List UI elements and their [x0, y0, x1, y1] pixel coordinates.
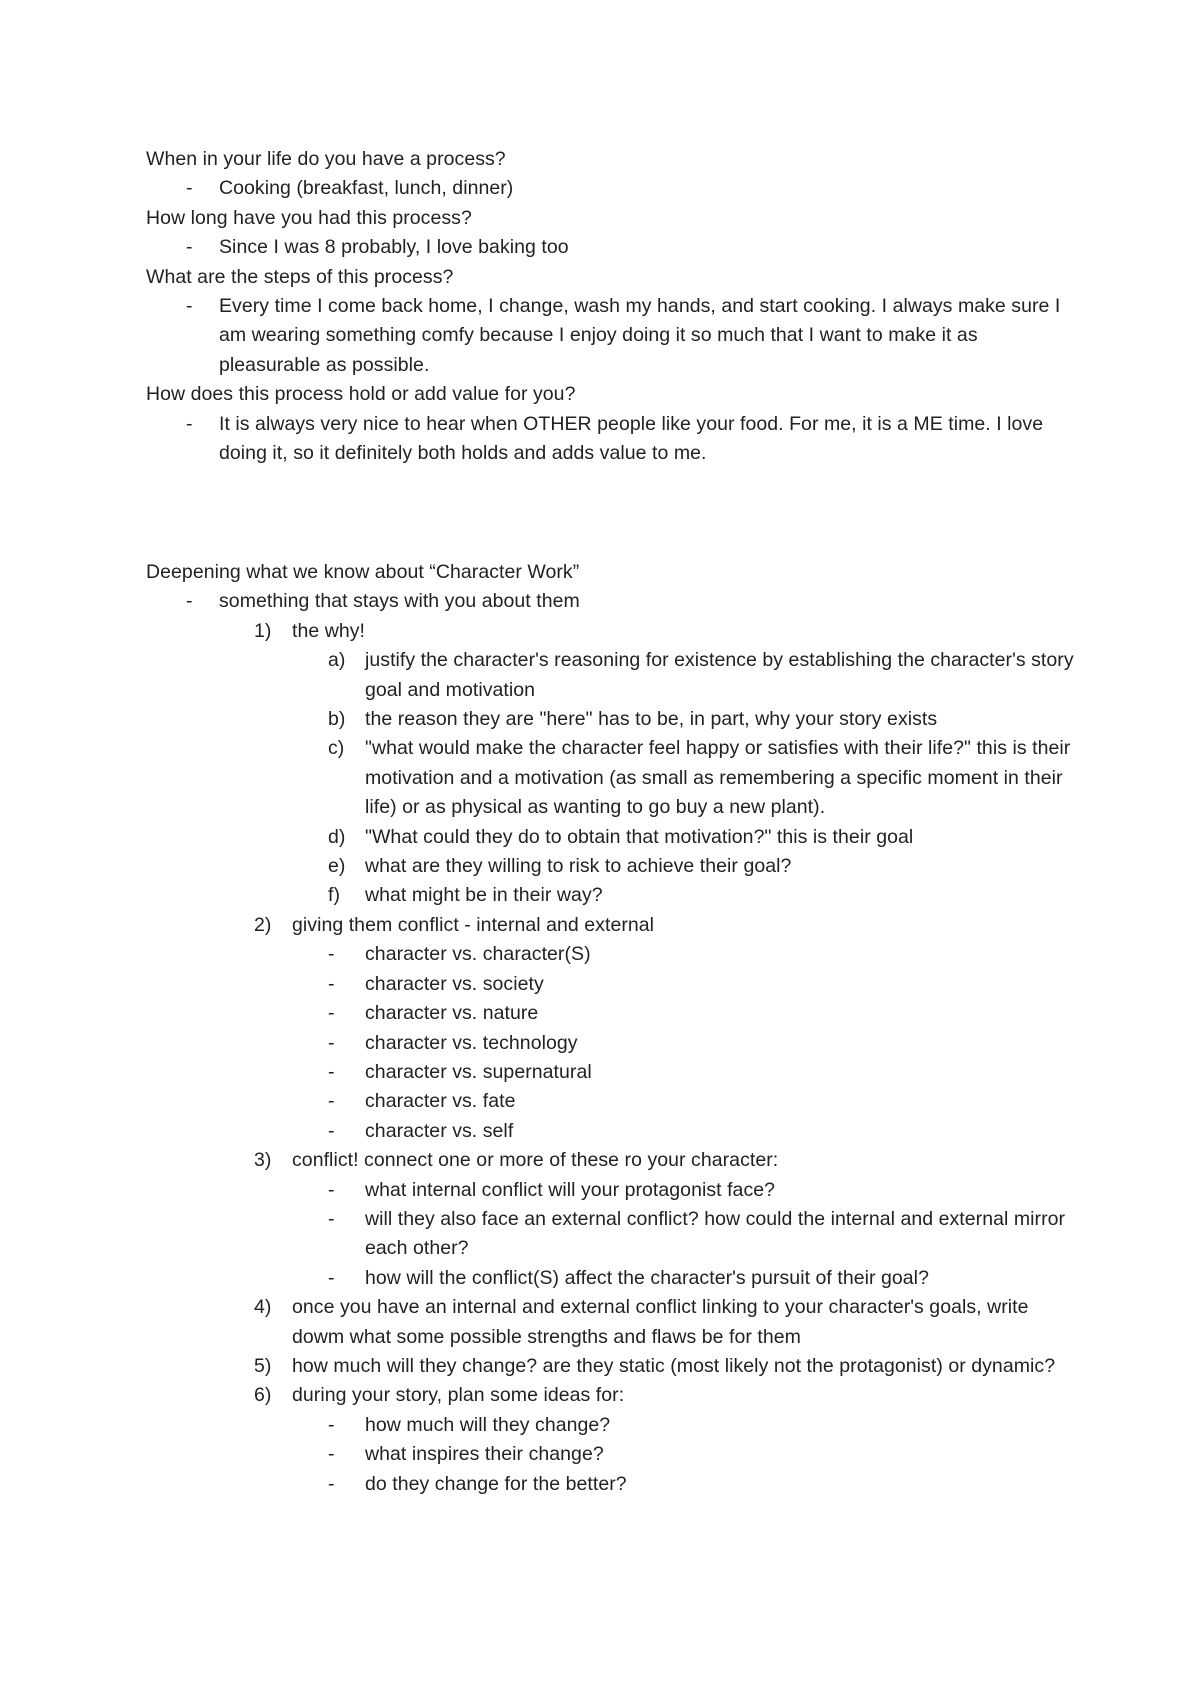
- subitem-marker: -: [328, 972, 335, 995]
- item-text: giving them conflict - internal and external: [292, 913, 655, 936]
- item-text: conflict! connect one or more of these ro your character:: [292, 1149, 779, 1172]
- subitem-text: character vs. self: [365, 1119, 514, 1142]
- subitem: [146, 1117, 1086, 1146]
- subitem-marker: e): [328, 855, 346, 878]
- subitem-marker: -: [328, 1472, 335, 1495]
- answer-2-text: Since I was 8 probably, I love baking too: [219, 236, 569, 259]
- subitem: [146, 823, 1086, 852]
- subitem-text: do they change for the better?: [365, 1472, 627, 1495]
- subitem: [146, 999, 1086, 1028]
- subitem-marker: -: [328, 1090, 335, 1113]
- subitem: [146, 1470, 1086, 1499]
- answer-3: [146, 292, 1086, 380]
- item-marker: 2): [254, 913, 272, 936]
- subitem-marker: -: [328, 1178, 335, 1201]
- subitem-text: what might be in their way?: [365, 884, 603, 907]
- subitem-text: justify the character's reasoning for existence by establishing the character's story goal and motivation: [365, 649, 1074, 701]
- item-marker: 5): [254, 1354, 272, 1377]
- answer-1: [146, 174, 1086, 203]
- subitem-text: will they also face an external conflict? how could the internal and external mirror each other?: [365, 1207, 1066, 1260]
- dash-marker: -: [186, 295, 193, 318]
- item-marker: 1): [254, 619, 272, 642]
- subitem-marker: -: [328, 1207, 335, 1230]
- subitem: [146, 852, 1086, 881]
- numbered-item-5: [146, 1352, 1086, 1381]
- subitem: [146, 1411, 1086, 1440]
- answer-3-text: Every time I come back home, I change, wash my hands, and start cooking. I always make sure I am wearing something comfy because I enjoy doing it so much that I want to make it as pleasurable as possible.: [219, 295, 1061, 376]
- dash-marker: -: [186, 590, 193, 613]
- subitem-marker: -: [328, 1031, 335, 1054]
- answer-1-text: Cooking (breakfast, lunch, dinner): [219, 177, 514, 200]
- item-text: once you have an internal and external conflict linking to your character's goals, write dowm what some possible strengths and flaws be for them: [292, 1296, 1029, 1348]
- numbered-item-2: [146, 911, 1086, 940]
- subitem: [146, 970, 1086, 999]
- subitem: [146, 1029, 1086, 1058]
- item-text: how much will they change? are they static (most likely not the protagonist) or dynamic?: [292, 1354, 1056, 1377]
- subitem-marker: -: [328, 1443, 335, 1466]
- subitem-text: "what would make the character feel happy or satisfies with their life?" this is their motivation and a motivation (as small as remembering a specific moment in their life) or as physical as wanting to go buy a new plant).: [365, 737, 1071, 819]
- subitem-text: character vs. technology: [365, 1031, 578, 1054]
- subitem-text: what inspires their change?: [365, 1443, 604, 1466]
- item-marker: 6): [254, 1384, 272, 1407]
- subitem: [146, 1087, 1086, 1116]
- numbered-item-1: [146, 617, 1086, 646]
- subitem: [146, 1205, 1086, 1264]
- subitem: [146, 881, 1086, 910]
- subitem-text: what are they willing to risk to achieve their goal?: [365, 855, 792, 878]
- section-heading: Deepening what we know about “Character Work”: [146, 561, 580, 583]
- subitem-text: character vs. fate: [365, 1090, 516, 1113]
- subitem-marker: d): [328, 825, 346, 848]
- subitem: [146, 705, 1086, 734]
- answer-2: [146, 233, 1086, 262]
- subitem: [146, 646, 1086, 705]
- section-bullet-text: something that stays with you about them: [219, 590, 580, 613]
- question-1: When in your life do you have a process?: [146, 148, 506, 170]
- subitem-text: how will the conflict(S) affect the character's pursuit of their goal?: [365, 1266, 929, 1289]
- numbered-item-6: [146, 1381, 1086, 1410]
- subitem-marker: b): [328, 708, 346, 731]
- item-marker: 3): [254, 1149, 272, 1172]
- subitem: [146, 1264, 1086, 1293]
- subitem-text: character vs. society: [365, 972, 544, 995]
- subitem-marker: -: [328, 1002, 335, 1025]
- item-text: during your story, plan some ideas for:: [292, 1384, 625, 1407]
- subitem-marker: -: [328, 1119, 335, 1142]
- question-4: How does this process hold or add value for you?: [146, 383, 576, 406]
- question-2: How long have you had this process?: [146, 206, 472, 229]
- subitem-marker: -: [328, 1413, 335, 1436]
- dash-marker: -: [186, 177, 193, 200]
- subitem: [146, 1176, 1086, 1205]
- subitem-marker: f): [328, 884, 341, 907]
- answer-4: [146, 410, 1086, 469]
- subitem-text: what internal conflict will your protagonist face?: [365, 1178, 776, 1201]
- subitem-text: character vs. character(S): [365, 943, 591, 966]
- subitem-text: character vs. nature: [365, 1002, 539, 1025]
- process-questions-section: [146, 145, 1086, 468]
- dash-marker: -: [186, 236, 193, 259]
- subitem-text: character vs. supernatural: [365, 1060, 592, 1083]
- subitem-marker: -: [328, 943, 335, 966]
- question-3: What are the steps of this process?: [146, 265, 454, 288]
- answer-4-text: It is always very nice to hear when OTHER people like your food. For me, it is a ME time. I love doing it, so it definitely both holds and adds value to me.: [219, 412, 1044, 465]
- dash-marker: -: [186, 412, 193, 435]
- item-text: the why!: [292, 619, 366, 642]
- numbered-item-3: [146, 1146, 1086, 1175]
- subitem: [146, 940, 1086, 969]
- subitem-text: "What could they do to obtain that motivation?" this is their goal: [365, 825, 914, 848]
- subitem-marker: -: [328, 1060, 335, 1083]
- subitem: [146, 1058, 1086, 1087]
- subitem-marker: -: [328, 1266, 335, 1289]
- subitem-marker: c): [328, 737, 345, 760]
- numbered-item-4: [146, 1293, 1086, 1352]
- subitem-marker: a): [328, 649, 346, 672]
- character-work-section: [146, 558, 1086, 1499]
- subitem: [146, 1440, 1086, 1469]
- subitem-text: the reason they are "here" has to be, in part, why your story exists: [365, 708, 938, 731]
- subitem: [146, 734, 1086, 822]
- section-bullet: [146, 587, 1086, 616]
- item-marker: 4): [254, 1296, 272, 1319]
- subitem-text: how much will they change?: [365, 1413, 611, 1436]
